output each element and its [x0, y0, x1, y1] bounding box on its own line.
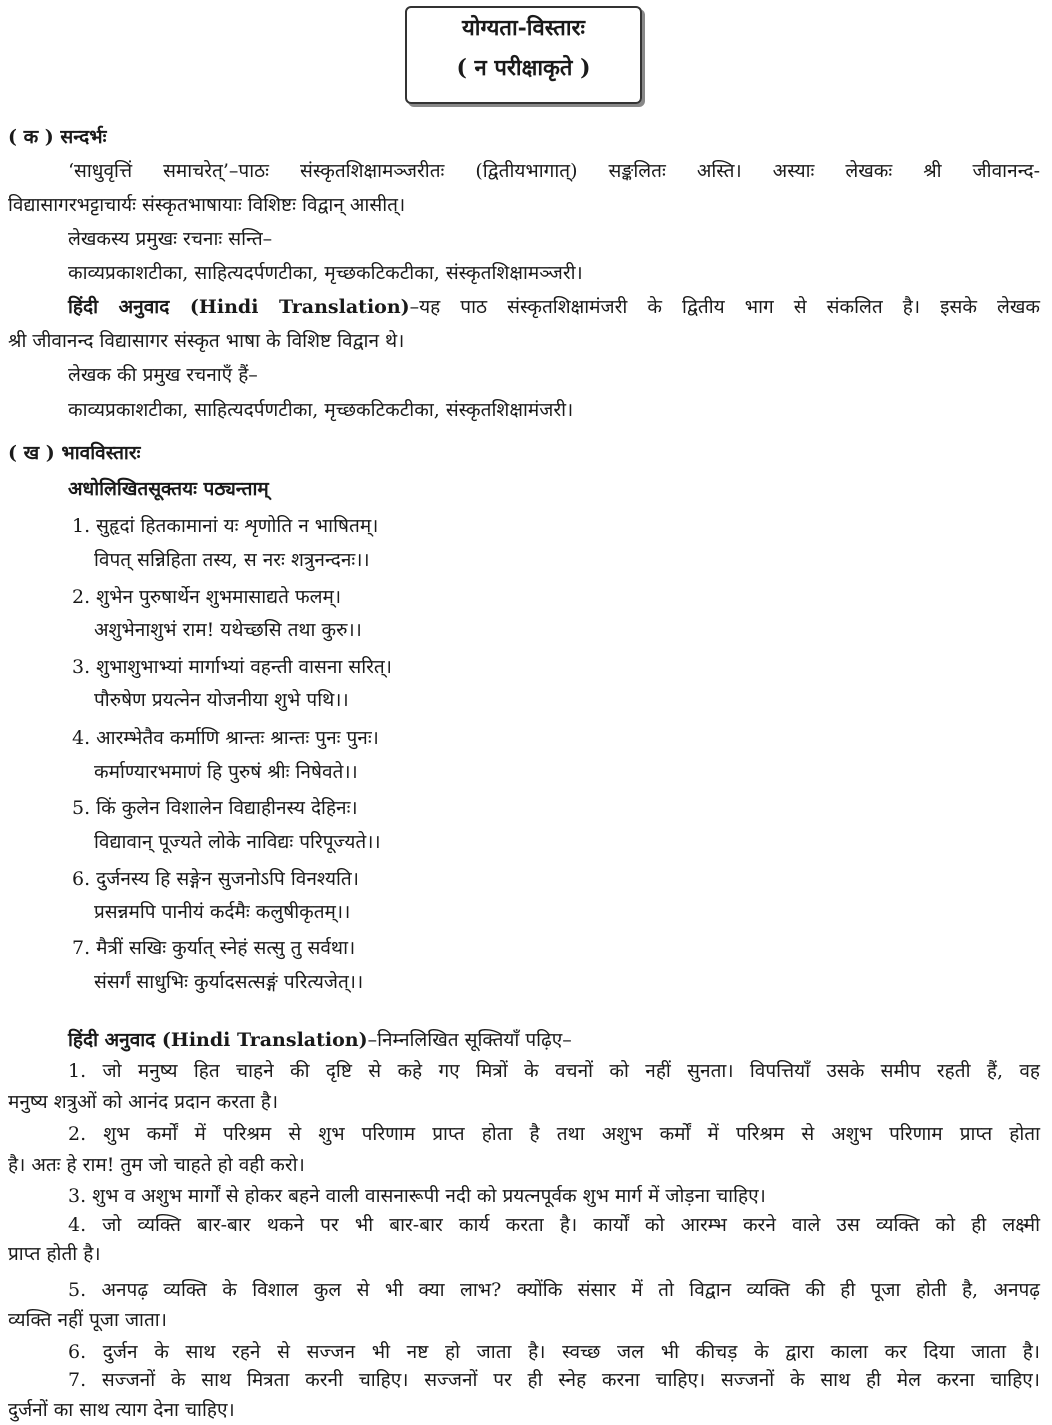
text-line [68, 1027, 572, 1053]
verse-line: प्रसन्नमपि पानीयं कर्दमैः कलुषीकृतम्।। [94, 901, 351, 923]
translation-line: व्यक्ति नहीं पूजा जाता। [8, 1309, 167, 1331]
verse-line: पौरुषेण प्रयत्नेन योजनीया शुभे पथि।। [94, 689, 349, 711]
translation-line: मनुष्य शत्रुओं को आनंद प्रदान करता है। [8, 1091, 279, 1113]
text-line: लेखक की प्रमुख रचनाएँ हैं– [68, 364, 258, 386]
hindi-translation-label: हिंदी अनुवाद (Hindi Translation) [68, 296, 410, 318]
section-title: योग्यता-विस्तारः [462, 15, 585, 41]
text-line: श्री जीवानन्द विद्यासागर संस्कृत भाषा के विशिष्ट विद्वान थे। [8, 330, 405, 352]
verse-line: 3. शुभाशुभाभ्यां मार्गाभ्यां वहन्ती वासना सरित्। [72, 656, 392, 678]
verse-line: 7. मैत्रीं सखिः कुर्यात् स्नेहं सत्सु तु सर्वथा। [72, 937, 356, 959]
text-line: ‘साधुवृत्तिं समाचरेत्’–पाठः संस्कृतशिक्षामञ्जरीतः (द्वितीयभागात्) सङ्कलितः अस्ति। अस्याः लेखकः श्री जीवानन्द- [68, 160, 1040, 182]
translation-line: 2. शुभ कर्मों में परिश्रम से शुभ परिणाम प्राप्त होता है तथा अशुभ कर्मों में परिश्रम से अशुभ परिणाम प्राप्त होता [68, 1123, 1040, 1145]
text-line: –निम्नलिखित सूक्तियाँ पढ़िए– [367, 1029, 572, 1051]
translation-line: 3. शुभ व अशुभ मार्गों से होकर बहने वाली वासनारूपी नदी को प्रयत्नपूर्वक शुभ मार्ग में जोड़ना चाहिए। [68, 1185, 766, 1207]
translation-line: 6. दुर्जन के साथ रहने से सज्जन भी नष्ट हो जाता है। स्वच्छ जल भी कीचड़ के द्वारा काला कर दिया जाता है। [68, 1341, 1040, 1363]
translation-line: है। अतः हे राम! तुम जो चाहते हो वही करो। [8, 1154, 305, 1176]
text-line [68, 294, 1040, 320]
text-line: लेखकस्य प्रमुखः रचनाः सन्ति– [68, 228, 273, 250]
verse-line: 6. दुर्जनस्य हि सङ्गेन सुजनोऽपि विनश्यति। [72, 868, 359, 890]
verse-line: संसर्गं साधुभिः कुर्यादसत्सङ्गं परित्यजेत्।। [94, 971, 364, 993]
verse-line: अशुभेनाशुभं राम! यथेच्छसि तथा कुरु।। [94, 619, 362, 641]
verse-line: विपत् सन्निहिता तस्य, स नरः शत्रुनन्दनः।। [94, 549, 370, 571]
section-title-box [405, 6, 642, 104]
verse-line: 2. शुभेन पुरुषार्थेन शुभमासाद्यते फलम्। [72, 586, 342, 608]
text-line: काव्यप्रकाशटीका, साहित्यदर्पणटीका, मृच्छकटिकटीका, संस्कृतशिक्षामञ्जरी। [68, 262, 583, 284]
heading-ka: ( क ) सन्दर्भः [8, 126, 107, 148]
translation-line: 1. जो मनुष्य हित चाहने की दृष्टि से कहे गए मित्रों के वचनों को नहीं सुनता। विपत्तियाँ उसके समीप रहती हैं, वह [68, 1060, 1040, 1082]
translation-line: दुर्जनों का साथ त्याग देना चाहिए। [8, 1399, 235, 1421]
heading-kha: ( ख ) भावविस्तारः [8, 442, 141, 464]
section-subtitle: ( न परीक्षाकृते ) [456, 55, 591, 81]
verse-line: कर्माण्यारभमाणं हि पुरुषं श्रीः निषेवते।। [94, 761, 358, 783]
subheading: अधोलिखितसूक्तयः पठ्यन्ताम् [68, 478, 269, 500]
verse-line: 5. किं कुलेन विशालेन विद्याहीनस्य देहिनः। [72, 797, 358, 819]
verse-line: विद्यावान् पूज्यते लोके नाविद्यः परिपूज्यते।। [94, 831, 381, 853]
translation-line: 7. सज्जनों के साथ मित्रता करनी चाहिए। सज्जनों पर ही स्नेह करना चाहिए। सज्जनों के साथ ही मेल करना चाहिए। [68, 1369, 1040, 1391]
translation-line: प्राप्त होती है। [8, 1243, 101, 1265]
translation-line: 5. अनपढ़ व्यक्ति के विशाल कुल से भी क्या लाभ? क्योंकि संसार में तो विद्वान व्यक्ति की ही पूजा होती है, अनपढ़ [68, 1279, 1040, 1301]
hindi-translation-label: हिंदी अनुवाद (Hindi Translation) [68, 1029, 368, 1051]
translation-line: 4. जो व्यक्ति बार-बार थकने पर भी बार-बार कार्य करता है। कार्यों को आरम्भ करने वाले उस व्यक्ति को ही लक्ष्मी [68, 1214, 1040, 1236]
text-line: काव्यप्रकाशटीका, साहित्यदर्पणटीका, मृच्छकटिकटीका, संस्कृतशिक्षामंजरी। [68, 399, 574, 421]
text-line: विद्यासागरभट्टाचार्यः संस्कृतभाषायाः विशिष्टः विद्वान् आसीत्। [8, 194, 406, 216]
text-line: –यह पाठ संस्कृतशिक्षामंजरी के द्वितीय भाग से संकलित है। इसके लेखक [409, 296, 1040, 318]
verse-line: 1. सुहृदां हितकामानां यः शृणोति न भाषितम्। [72, 515, 379, 537]
verse-line: 4. आरम्भेतैव कर्माणि श्रान्तः श्रान्तः पुनः पुनः। [72, 727, 379, 749]
